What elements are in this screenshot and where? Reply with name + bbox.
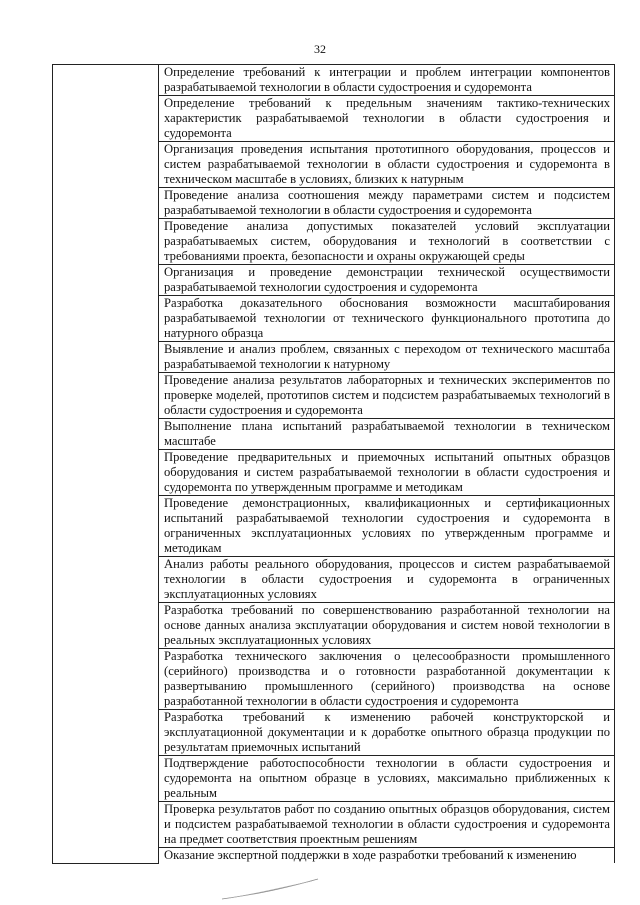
function-cell: Оказание экспертной поддержки в ходе разработки требований к изменению — [159, 848, 615, 864]
page-number: 32 — [314, 42, 326, 56]
function-cell: Разработка технического заключения о целесообразности промышленного (серийного) производства и о готовности разработанной документации к развертыванию промышленного (серийного) производства на основе разработанной технологии в области судостроения и судоремонта — [159, 649, 615, 710]
functions-table — [52, 64, 615, 864]
function-cell: Организация проведения испытания прототипного оборудования, процессов и систем разрабатываемой технологии в области судостроения и судоремонта в техническом масштабе в условиях, близких к натурным — [159, 142, 615, 188]
function-cell: Подтверждение работоспособности технологии в области судостроения и судоремонта на опытном образце в условиях, максимально приближенных к реальным — [159, 756, 615, 802]
function-cell: Разработка требований по совершенствованию разработанной технологии на основе данных анализа эксплуатации оборудования и систем новой технологии в реальных эксплуатационных условиях — [159, 603, 615, 649]
table-body — [53, 65, 615, 864]
function-cell: Проведение анализа результатов лабораторных и технических экспериментов по проверке моделей, прототипов систем и подсистем разрабатываемых технологий в области судостроения и судоремонта — [159, 373, 615, 419]
function-cell: Анализ работы реального оборудования, процессов и систем разрабатываемой технологии в области судостроения и судоремонта в ограниченных эксплуатационных условиях — [159, 557, 615, 603]
function-cell: Проведение анализа соотношения между параметрами систем и подсистем разрабатываемой технологии в области судостроения и судоремонта — [159, 188, 615, 219]
table-row — [53, 65, 615, 96]
function-cell: Выполнение плана испытаний разрабатываемой технологии в техническом масштабе — [159, 419, 615, 450]
pen-mark-scribble — [220, 875, 320, 901]
function-cell: Проведение демонстрационных, квалификационных и сертификационных испытаний разрабатываемой технологии судостроения и судоремонта в ограниченных эксплуатационных условиях по утвержденным программе и методикам — [159, 496, 615, 557]
function-cell: Проведение анализа допустимых показателей условий эксплуатации разрабатываемых систем, оборудования и технологий в соответствии с требованиями проекта, безопасности и охраны окружающей среды — [159, 219, 615, 265]
function-cell: Разработка требований к изменению рабочей конструкторской и эксплуатационной документации и к доработке опытного образца продукции по результатам приемочных испытаний — [159, 710, 615, 756]
function-cell: Определение требований к интеграции и проблем интеграции компонентов разрабатываемой технологии в области судостроения и судоремонта — [159, 65, 615, 96]
function-cell: Разработка доказательного обоснования возможности масштабирования разрабатываемой технологии от технического функционального прототипа до натурного образца — [159, 296, 615, 342]
left-column-empty-cell — [53, 65, 159, 864]
function-cell: Проверка результатов работ по созданию опытных образцов оборудования, систем и подсистем разрабатываемой технологии в области судостроения и судоремонта на предмет соответствия проектным решениям — [159, 802, 615, 848]
function-cell: Определение требований к предельным значениям тактико-технических характеристик разрабатываемой технологии в области судостроения и судоремонта — [159, 96, 615, 142]
function-cell: Проведение предварительных и приемочных испытаний опытных образцов оборудования и систем разрабатываемой технологии в области судостроения и судоремонта по утвержденным программе и методикам — [159, 450, 615, 496]
function-cell: Организация и проведение демонстрации технической осуществимости разрабатываемой технологии судостроения и судоремонта — [159, 265, 615, 296]
function-cell: Выявление и анализ проблем, связанных с переходом от технического масштаба разрабатываемой технологии к натурному — [159, 342, 615, 373]
